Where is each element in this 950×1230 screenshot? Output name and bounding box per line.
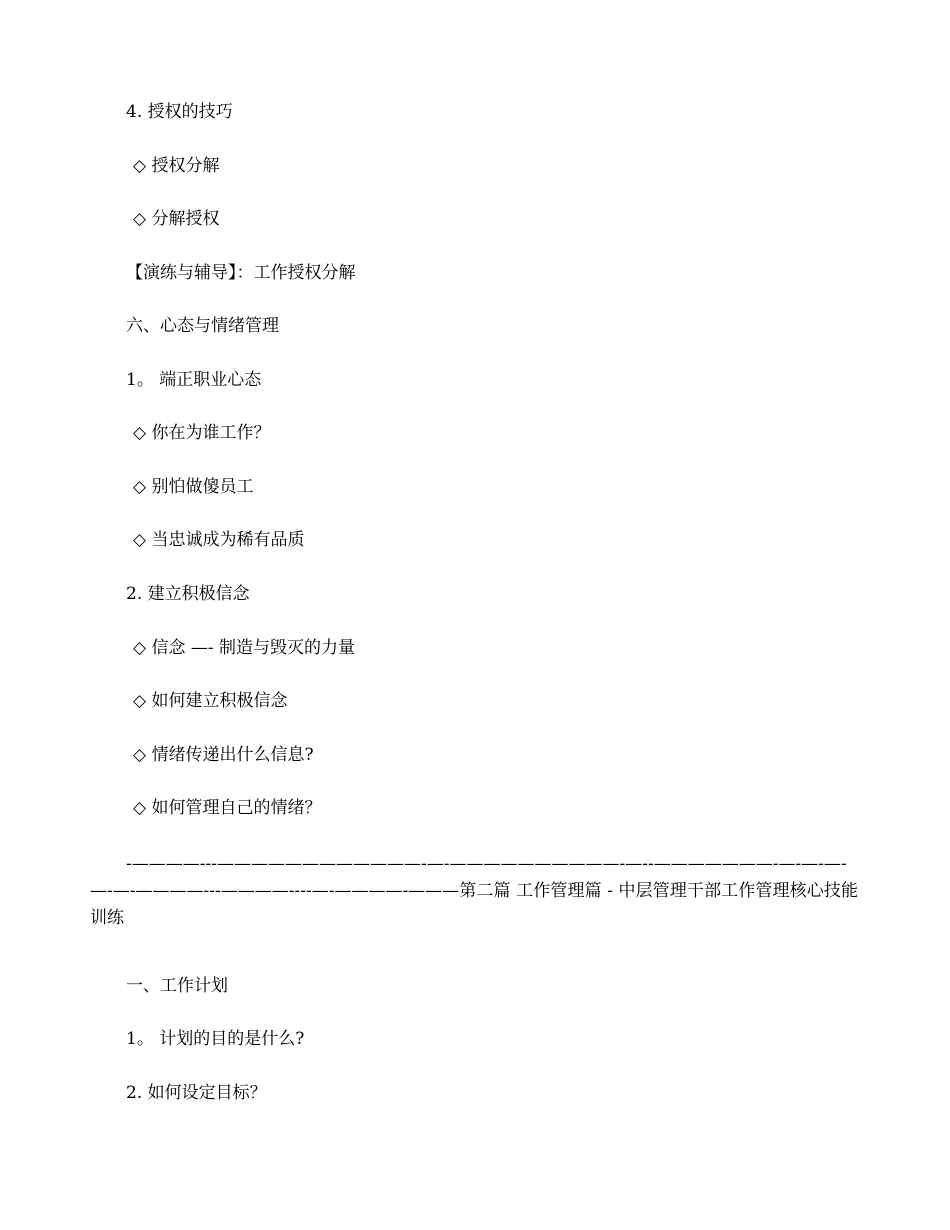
bullet-item: ◇ 如何建立积极信念 bbox=[133, 691, 288, 711]
bullet-item: ◇ 当忠诚成为稀有品质 bbox=[133, 530, 305, 550]
section-heading: 一、工作计划 bbox=[126, 976, 228, 996]
subheading: 1。 计划的目的是什么? bbox=[126, 1029, 305, 1049]
bullet-item: ◇ 信念 —- 制造与毁灭的力量 bbox=[133, 638, 356, 658]
part-title-paragraph: -————---————————————-—-——————————-—--———————-—-—-—-—-—-————---————----—-————-———第二篇 工作管理篇 - 中层管理干部工作管理核心技能训练 bbox=[90, 854, 858, 928]
bullet-item: ◇ 授权分解 bbox=[133, 156, 220, 176]
heading-delegation-skills: 4. 授权的技巧 bbox=[126, 102, 233, 122]
section-heading: 六、心态与情绪管理 bbox=[126, 316, 279, 336]
bullet-item: ◇ 如何管理自己的情绪？ bbox=[133, 798, 322, 818]
subheading: 1。 端正职业心态 bbox=[126, 370, 262, 390]
subheading: 2. 建立积极信念 bbox=[126, 584, 250, 604]
bullet-item: ◇ 分解授权 bbox=[133, 209, 220, 229]
bullet-item: ◇ 情绪传递出什么信息? bbox=[133, 745, 314, 765]
subheading: 2. 如何设定目标？ bbox=[126, 1083, 267, 1103]
bullet-item: ◇ 你在为谁工作？ bbox=[133, 423, 271, 443]
bullet-item: ◇ 别怕做傻员工 bbox=[133, 477, 254, 497]
exercise-line: 【演练与辅导】：工作授权分解 bbox=[126, 263, 356, 283]
